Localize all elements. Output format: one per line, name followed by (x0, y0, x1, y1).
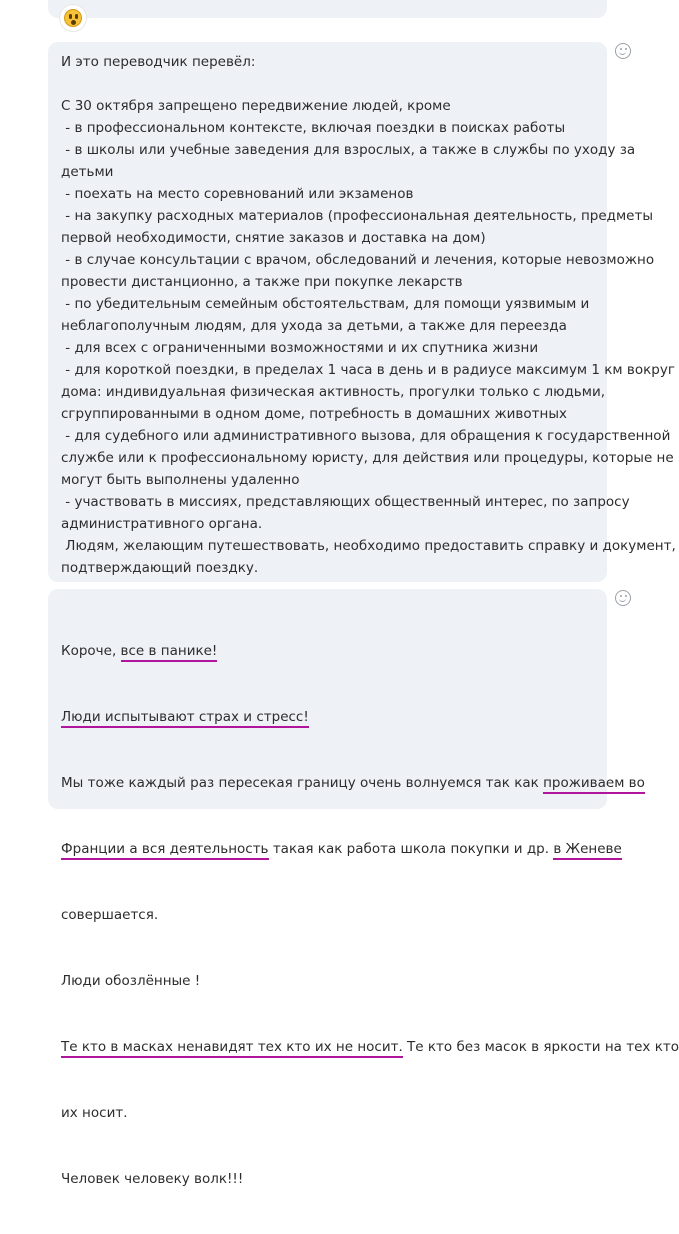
emoji-face (64, 9, 82, 27)
message-line: детьми (61, 164, 114, 180)
underlined-text: все в панике! (121, 643, 218, 662)
message-line: административного органа. (61, 516, 263, 532)
message-line: первой необходимости, снятие заказов и доставка на дом) (61, 230, 486, 246)
message-line: службе или к профессиональному юристу, для действия или процедуры, которые не (61, 450, 674, 466)
message-line: - в профессиональном контексте, включая поездки в поисках работы (61, 120, 566, 136)
message-line (61, 706, 606, 728)
message-line: - для всех с ограниченными возможностями и их спутника жизни (61, 340, 539, 356)
text-span: Короче, (61, 643, 121, 659)
astonished-face-emoji-icon (60, 5, 86, 31)
message-line: сгруппированными в одном доме, потребность в домашних животных (61, 406, 567, 422)
message-line: Человек человеку волк!!! (61, 1171, 244, 1187)
message-line: могут быть выполнены удаленно (61, 472, 300, 488)
underlined-text: проживаем во (543, 775, 645, 794)
message-line (61, 640, 606, 662)
smiley-mouth (619, 50, 626, 55)
text-span: Те кто без масок в яркости на тех кто (402, 1039, 679, 1055)
message-line: неблагополучным людям, для ухода за детьми, а также для переезда (61, 318, 567, 334)
underlined-text: Те кто в масках ненавидят тех кто их не носит. (61, 1039, 403, 1058)
message-line: - поехать на место соревнований или экзаменов (61, 186, 414, 202)
message-line (61, 838, 622, 860)
message-line: совершается. (61, 907, 159, 923)
message-line: Люди обозлённые ! (61, 973, 201, 989)
underlined-text: Франции а вся деятельность (61, 841, 269, 860)
underlined-text: в Женеве (553, 841, 622, 860)
message-line: провести дистанционно, а также при покупке лекарств (61, 274, 463, 290)
message-text-comment (61, 596, 679, 1234)
underlined-text: Люди испытывают страх и стресс! (61, 709, 309, 728)
add-reaction-smiley-icon[interactable] (615, 43, 631, 59)
message-line: дома: индивидуальная физическая активность, прогулки только с людьми, (61, 384, 606, 400)
message-line: Людям, желающим путешествовать, необходимо предоставить справку и документ, (61, 538, 676, 554)
previous-message-bubble (48, 0, 607, 18)
message-line: их носит. (61, 1105, 128, 1121)
smiley-mouth (619, 597, 626, 602)
message-line: И это переводчик перевёл: (61, 54, 256, 70)
message-line: - в школы или учебные заведения для взрослых, а также в службы по уходу за (61, 142, 636, 158)
emoji-eye (69, 14, 72, 19)
message-line: подтверждающий поездку. (61, 560, 259, 576)
message-line (61, 1036, 679, 1058)
emoji-eye (75, 14, 78, 19)
emoji-mouth (71, 20, 76, 25)
message-line: - для короткой поездки, в пределах 1 часа в день и в радиусе максимум 1 км вокруг (61, 362, 675, 378)
text-span: Мы тоже каждый раз пересекая границу очень волнуемся так как (61, 775, 544, 791)
message-line (61, 73, 606, 95)
message-text-translation (61, 51, 676, 579)
message-line: - по убедительным семейным обстоятельствам, для помощи уязвимым и (61, 296, 590, 312)
message-line: - для судебного или административного вызова, для обращения к государственной (61, 428, 671, 444)
message-line: - на закупку расходных материалов (профессиональная деятельность, предметы (61, 208, 654, 224)
message-line: - участвовать в миссиях, представляющих общественный интерес, по запросу (61, 494, 630, 510)
text-span: такая как работа школа покупки и др. (268, 841, 554, 857)
add-reaction-smiley-icon[interactable] (615, 590, 631, 606)
message-line (61, 772, 645, 794)
message-line: С 30 октября запрещено передвижение людей, кроме (61, 98, 451, 114)
message-line: - в случае консультации с врачом, обследований и лечения, которые невозможно (61, 252, 655, 268)
